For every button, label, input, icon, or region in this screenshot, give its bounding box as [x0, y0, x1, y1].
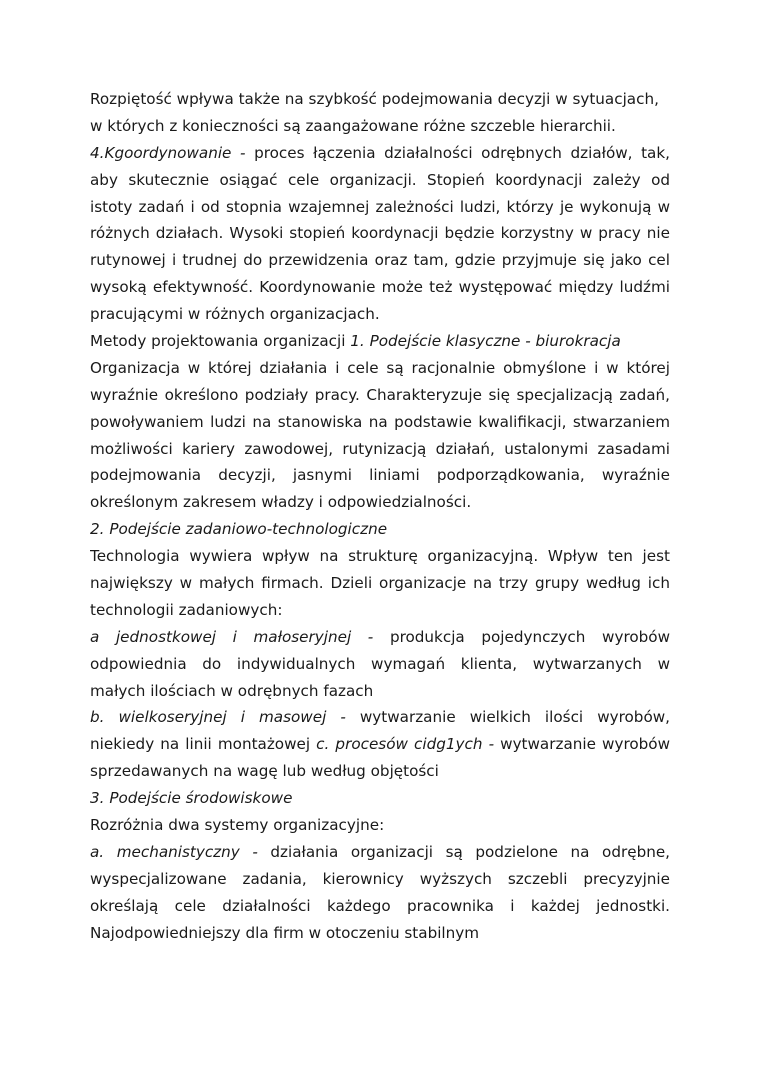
text-line: [90, 220, 670, 247]
text-segment: wytwarzanie wyrobów: [494, 735, 670, 754]
list-item-term: c. procesów cidg1ych -: [316, 735, 495, 754]
text-segment: wyspecjalizowane zadania, kierownicy wyższych szczebli precyzyjnie: [90, 869, 670, 888]
text-line: [90, 194, 670, 221]
text-segment: niekiedy na linii montażowej: [90, 735, 317, 754]
section-heading: 1. Podejście klasyczne - biurokracja: [350, 332, 621, 351]
text-line: [90, 328, 670, 355]
text-line: [90, 624, 670, 651]
text-line: [90, 678, 670, 705]
text-segment: aby skutecznie osiągać cele organizacji. Stopień koordynacji zależy od: [90, 170, 670, 189]
text-line: [90, 274, 670, 301]
text-segment: proces łączenia działalności odrębnych działów, tak,: [245, 143, 670, 162]
section-heading: 3. Podejście środowiskowe: [90, 789, 293, 808]
text-segment: rutynowej i trudnej do przewidzenia oraz tam, gdzie przyjmuje się jako cel: [90, 251, 670, 270]
text-line: [90, 866, 670, 893]
list-item-term: b. wielkoseryjnej i masowej -: [90, 708, 346, 727]
text-line: [90, 920, 670, 947]
text-segment: technologii zadaniowych:: [90, 600, 283, 619]
text-line: [90, 409, 670, 436]
list-item-term: a. mechanistyczny -: [90, 842, 258, 861]
text-segment: sprzedawanych na wagę lub według objętości: [90, 762, 439, 781]
text-segment: wysoką efektywność. Koordynowanie może też występować między ludźmi: [90, 278, 670, 297]
text-line: [90, 489, 670, 516]
term-heading: 4.Kgoordynowanie -: [90, 143, 246, 162]
text-line: [90, 301, 670, 328]
text-line: [90, 516, 670, 543]
text-segment: małych ilościach w odrębnych fazach: [90, 681, 374, 700]
text-segment: powoływaniem ludzi na stanowiska na podstawie kwalifikacji, stwarzaniem: [90, 412, 670, 431]
text-segment: Rozróżnia dwa systemy organizacyjne:: [90, 816, 385, 835]
text-line: [90, 893, 670, 920]
text-segment: Rozpiętość wpływa także na szybkość podejmowania decyzji w sytuacjach,: [90, 90, 659, 108]
document-page: [90, 86, 670, 947]
text-line: [90, 651, 670, 678]
text-segment: wytwarzanie wielkich ilości wyrobów,: [345, 708, 670, 727]
text-line: [90, 462, 670, 489]
text-line: [90, 247, 670, 274]
text-line: [90, 140, 670, 167]
text-line: [90, 86, 670, 113]
text-segment: wyraźnie określono podziały pracy. Charakteryzuje się specjalizacją zadań,: [90, 385, 670, 404]
text-line: [90, 758, 670, 785]
text-segment: określają cele działalności każdego pracownika i każdej jednostki.: [90, 896, 670, 915]
list-item-term: a jednostkowej i małoseryjnej -: [90, 627, 374, 646]
text-line: [90, 382, 670, 409]
text-line: [90, 704, 670, 731]
text-segment: Metody projektowania organizacji: [90, 332, 351, 351]
text-segment: istoty zadań i od stopnia wzajemnej zależności ludzi, którzy je wykonują w: [90, 197, 670, 216]
text-line: [90, 355, 670, 382]
section-heading: 2. Podejście zadaniowo-technologiczne: [90, 520, 388, 539]
text-line: [90, 731, 670, 758]
text-segment: w których z konieczności są zaangażowane różne szczeble hierarchii.: [90, 116, 616, 135]
text-line: [90, 812, 670, 839]
text-line: [90, 167, 670, 194]
text-segment: działania organizacji są podzielone na odrębne,: [257, 842, 670, 861]
text-line: [90, 570, 670, 597]
text-line: [90, 543, 670, 570]
text-line: [90, 113, 670, 140]
text-segment: określonym zakresem władzy i odpowiedzialności.: [90, 493, 472, 512]
text-line: [90, 436, 670, 463]
text-segment: produkcja pojedynczych wyrobów: [373, 627, 670, 646]
text-segment: różnych działach. Wysoki stopień koordynacji będzie korzystny w pracy nie: [90, 224, 670, 243]
text-line: [90, 785, 670, 812]
text-line: [90, 597, 670, 624]
text-segment: odpowiednia do indywidualnych wymagań klienta, wytwarzanych w: [90, 654, 670, 673]
text-segment: pracującymi w różnych organizacjach.: [90, 305, 380, 324]
text-segment: Technologia wywiera wpływ na strukturę organizacyjną. Wpływ ten jest: [90, 547, 670, 566]
text-segment: największy w małych firmach. Dzieli organizacje na trzy grupy według ich: [90, 574, 670, 593]
text-segment: Najodpowiedniejszy dla firm w otoczeniu stabilnym: [90, 923, 480, 942]
text-segment: podejmowania decyzji, jasnymi liniami podporządkowania, wyraźnie: [90, 466, 670, 485]
text-segment: Organizacja w której działania i cele są racjonalnie obmyślone i w której: [90, 358, 670, 377]
text-line: [90, 839, 670, 866]
text-segment: możliwości kariery zawodowej, rutynizacją działań, ustalonymi zasadami: [90, 439, 670, 458]
